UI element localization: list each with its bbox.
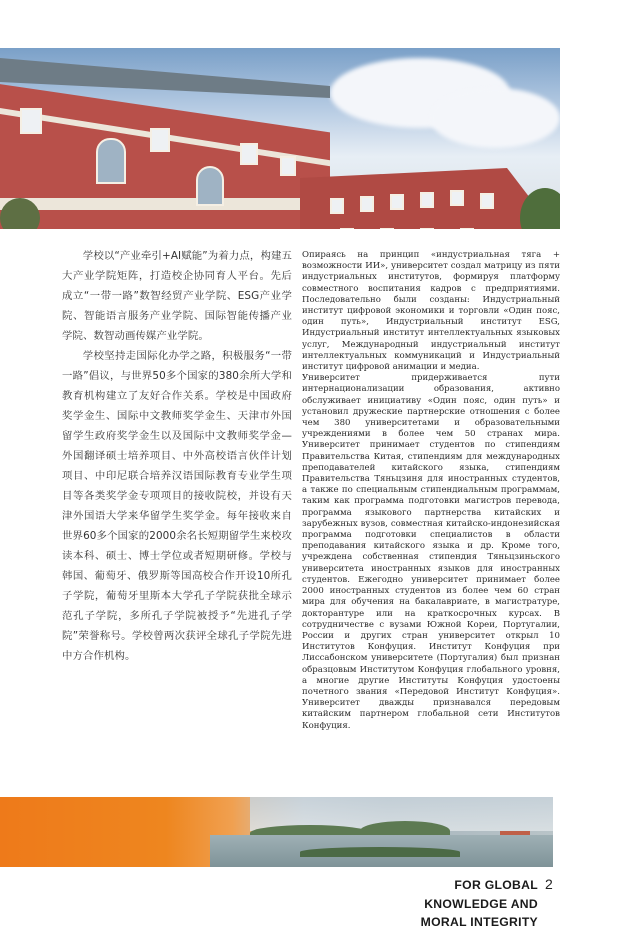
russian-text-column	[302, 250, 560, 732]
zh-paragraph: 学校以“产业牵引+AI赋能”为着力点，构建五大产业学院矩阵，打造校企协同育人平台。先后成立“一带一路”数智经贸产业学院、ESG产业学院、智能语言服务产业学院、国际智能传播产业学院、数智动画传媒产业学院。	[62, 250, 292, 342]
campus-building-photo	[0, 48, 560, 229]
chinese-text-column	[62, 246, 292, 666]
page-number: 2	[545, 876, 553, 892]
slogan-line: KNOWLEDGE AND	[424, 896, 538, 911]
slogan	[388, 876, 538, 932]
zh-paragraph: 学校坚持走国际化办学之路，积极服务“一带一路”倡议，与世界50多个国家的380余所大学和教育机构建立了友好合作关系。学校是中国政府奖学金生、国际中文教师奖学金生、天津市外国留学生政府奖学金生以及国际中文教师奖学金—外国翻译硕士培养项目、中外高校语言伙伴计划项目、中印尼联合培养汉语国际教育专业学生项目等各类奖学金专项项目的接收院校，并设有天津外国语大学来华留学生奖学金。每年接收来自世界60多个国家的2000余名长短期留学生来校攻读本科、硕士、博士学位或者短期研修。学校与韩国、葡萄牙、俄罗斯等国高校合作开设10所孔子学院，葡萄牙里斯本大学孔子学院获批全球示范孔子学院，多所孔子学院被授予“先进孔子学院”荣誉称号。学校曾两次获评全球孔子学院先进中方合作机构。	[62, 350, 292, 662]
campus-lake-banner	[0, 797, 553, 867]
ru-paragraph: Университет придерживается пути интернационализации образования, активно обслуживает инициативу «Один пояс, один путь» и установил дружеские партнерские отношения с более чем 380 университетами и образовательными учреждениями в более чем 50 странах мира. Университет принимает студентов по стипендиям Правительства Китая, стипендиям для международных преподавателей китайского языка, стипендиям Правительства Тяньцзиня для иностранных студентов, а также по специальным стипендиальным программам, таким как программа подготовки магистров перевода, программа языкового партнерства китайских и зарубежных вузов, совместная китайско-индонезийская программа подготовки специалистов в области преподавания китайского языка и др. Кроме того, учреждена собственная стипендия Тяньцзиньского университета иностранных языков для иностранных студентов. Ежегодно университет принимает более 2000 иностранных студентов из более чем 60 стран мира для обучения на бакалавриате, в магистратуре, докторантуре или на краткосрочных курсах. В сотрудничестве с вузами Южной Кореи, Португалии, России и других стран университет открыл 10 Институтов Конфуция. Институт Конфуция при Лиссабонском университете (Португалия) был признан образцовым Институтом Конфуция глобального уровня, а многие другие Институты Конфуция удостоены почетного звания «Передовой Институт Конфуция». Университет дважды признавался передовым китайским партнером глобальной сети Институтов Конфуция.	[302, 373, 560, 731]
ru-paragraph: Опираясь на принцип «индустриальная тяга + возможности ИИ», университет создал матрицу из пяти индустриальных институтов, формируя платформу совместного воспитания кадров с предприятиями. Последовательно были созданы: Индустриальный институт цифровой экономики и торговли «Один пояс, один путь», Индустриальный институт ESG, Индустриальный институт интеллектуальных языковых услуг, Международный индустриальный институт интеллектуальных коммуникаций и Индустриальный институт цифровой анимации и медиа.	[302, 250, 560, 373]
slogan-line: FOR GLOBAL	[454, 878, 538, 892]
slogan-line: MORAL INTEGRITY	[420, 915, 538, 929]
